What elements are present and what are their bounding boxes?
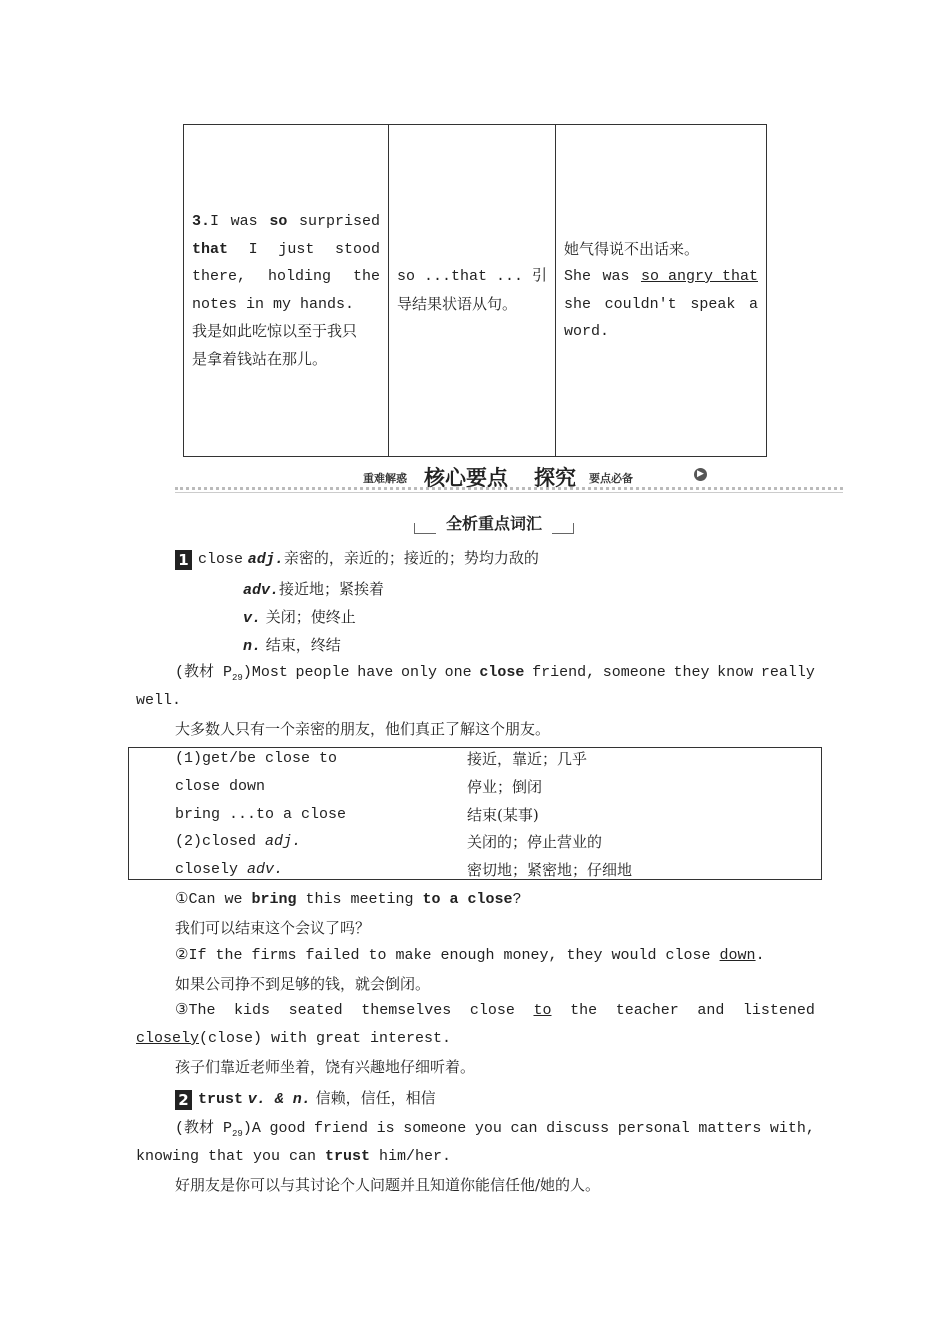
entry-heading: 2 trust v. & n. 信赖，信任，相信 (175, 1088, 436, 1110)
phrase-row: (2)closed adj. 关闭的；停止营业的 (175, 833, 603, 851)
example-sentence-end: well. (136, 692, 182, 709)
item-number: 3. (192, 213, 211, 230)
answer-blank: so angry that (640, 268, 758, 285)
entry-word: trust (198, 1091, 244, 1108)
usage-example-3-end: closely(close) with great interest. (136, 1030, 452, 1047)
table-line: that I just stood (192, 240, 380, 258)
usage-translation-1: 我们可以结束这个会议了吗？ (175, 919, 371, 937)
table-line: she couldn't speak a (564, 295, 758, 313)
banner-right-label: 要点必备 (589, 472, 633, 485)
subheading-text: 全析重点词汇 (436, 513, 552, 535)
usage-example-3: ③The kids seated themselves close to the teacher and listened (175, 1002, 815, 1019)
usage-example-2: ②If the firms failed to make enough money, they would close down. (175, 947, 765, 964)
table-line: notes in my hands. (192, 295, 355, 313)
table-line: so ...that ... 引 (397, 268, 547, 285)
example-sentence: (教材 $P_{29})Most$ people have only one close friend, someone they know really (175, 664, 815, 683)
table-line-zh: 她气得说不出话来。 (564, 239, 700, 258)
subheading (414, 513, 574, 537)
table-line: word. (564, 323, 610, 340)
table-cell-example (184, 125, 389, 456)
phrase-row: bring ...to a close 结束(某事) (175, 806, 539, 824)
entry-number-badge: 1 (175, 550, 192, 570)
entry-word: close (198, 551, 244, 568)
banner-title-b: 探究 (534, 466, 576, 490)
banner-divider (175, 487, 843, 490)
example-sentence-end: knowing that you can trust him/her. (136, 1148, 452, 1165)
table-line-zh: 导结果状语从句。 (397, 294, 518, 313)
example-translation: 大多数人只有一个亲密的朋友，他们真正了解这个朋友。 (175, 720, 551, 738)
table-line: She was so angry that (564, 263, 758, 291)
table-cell-grammar (389, 125, 556, 456)
table-line-zh: 是拿着钱站在那儿。 (192, 349, 328, 368)
phrase-row: (1)get/be close to 接近，靠近；几乎 (175, 750, 588, 768)
phrase-box (128, 747, 822, 880)
table-line-zh: 我是如此吃惊以至于我只 (192, 322, 358, 340)
table-line: there, holding the (192, 268, 380, 285)
arrow-right-icon: ▶ (694, 468, 707, 481)
sentence-table (183, 124, 767, 457)
example-sentence: (教材 $P_{29})A$ good friend is someone you can discuss personal matters with, (175, 1120, 815, 1139)
banner-divider (175, 492, 843, 493)
phrase-row: close down 停业；倒闭 (175, 778, 543, 796)
entry-sense: v. 关闭；使终止 (243, 608, 356, 627)
banner-title-a: 核心要点 (424, 466, 508, 490)
table-cell-practice (556, 125, 766, 456)
usage-translation-3: 孩子们靠近老师坐着，饶有兴趣地仔细听着。 (175, 1058, 476, 1076)
banner-left-label: 重难解惑 (363, 472, 407, 485)
usage-translation-2: 如果公司挣不到足够的钱，就会倒闭。 (175, 975, 431, 993)
table-line: 3.I was so surprised (192, 213, 380, 230)
entry-sense: adv.接近地；紧挨着 (243, 580, 385, 599)
usage-example-1: ①Can we bring this meeting to a close? (175, 891, 522, 908)
section-banner (175, 460, 843, 494)
entry-number-badge: 2 (175, 1090, 192, 1110)
example-translation: 好朋友是你可以与其讨论个人问题并且知道你能信任他/她的人。 (175, 1176, 601, 1194)
entry-heading: 1 close adj.亲密的，亲近的；接近的；势均力敌的 (175, 548, 539, 570)
entry-sense: n. 结束，终结 (243, 636, 341, 655)
phrase-row: closely adv. 密切地；紧密地；仔细地 (175, 861, 633, 879)
